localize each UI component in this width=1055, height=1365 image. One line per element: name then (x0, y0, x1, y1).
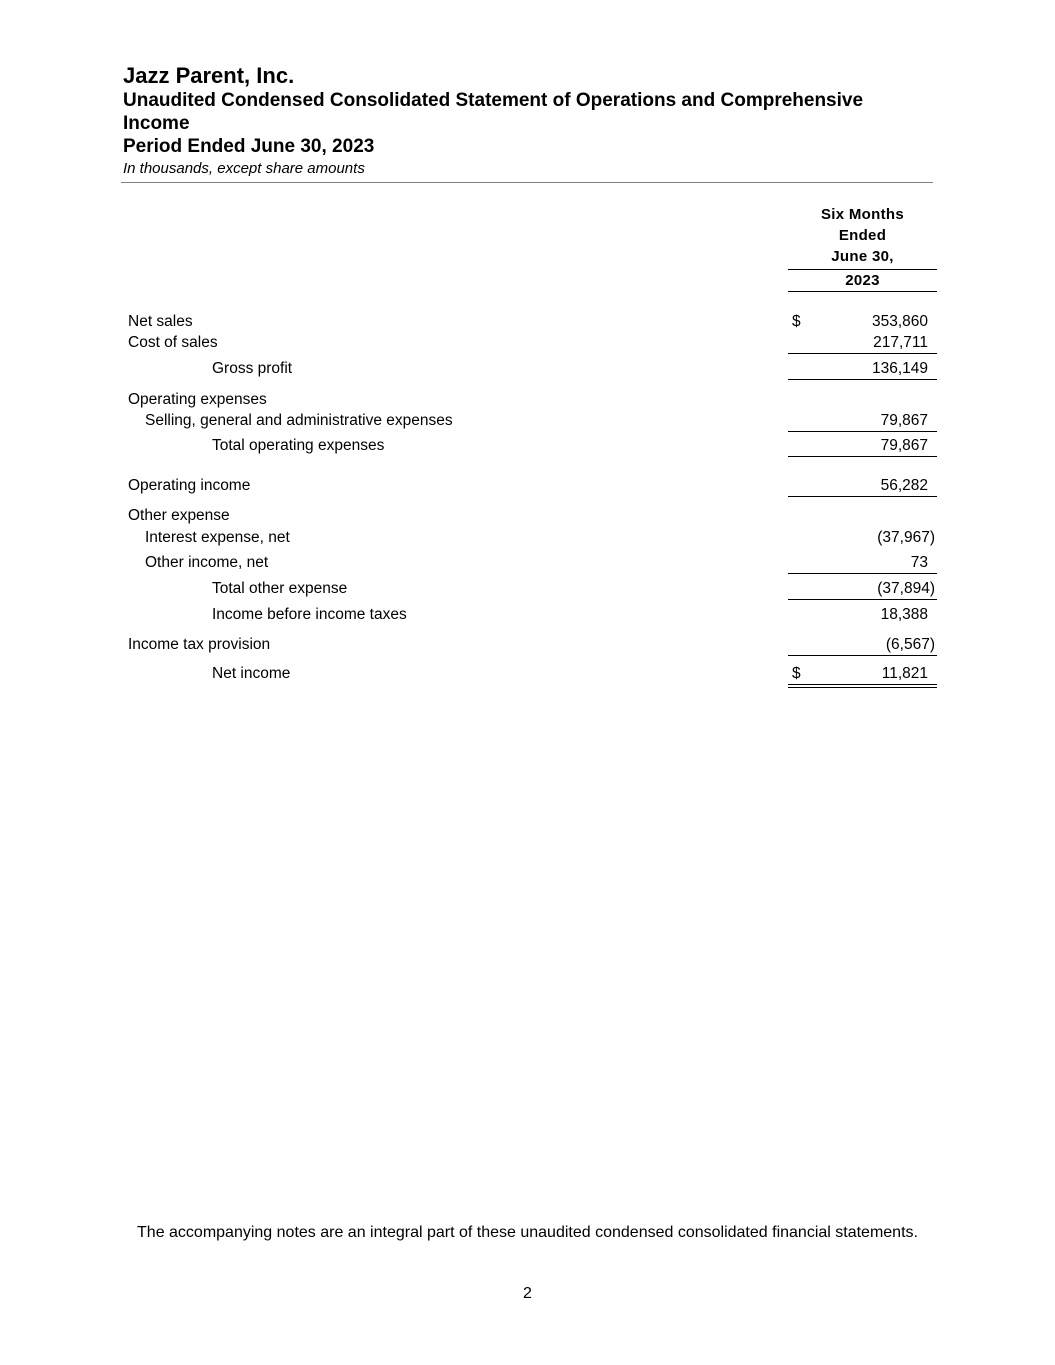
row-amount: 56,282 (880, 477, 928, 494)
row-label: Total operating expenses (212, 437, 385, 454)
column-header-line2: Ended (838, 227, 887, 244)
subtotal-rule (788, 655, 937, 656)
row-amount: 79,867 (880, 412, 928, 429)
units-note: In thousands, except share amounts (123, 160, 365, 177)
row-label: Net income (212, 665, 291, 682)
row-net-sales (128, 311, 937, 332)
row-amount: (6,567) (885, 636, 935, 653)
statement-header (123, 62, 933, 178)
row-label: Income tax provision (128, 636, 271, 653)
row-amount: 11,821 (881, 665, 928, 682)
subtotal-rule (788, 379, 937, 380)
row-sga (128, 410, 937, 431)
row-label: Income before income taxes (212, 606, 407, 623)
row-operating-expenses-heading (128, 389, 937, 410)
row-other-expense-heading (128, 505, 937, 526)
row-label: Interest expense, net (145, 529, 290, 546)
section-label: Operating expenses (128, 391, 267, 408)
footer-note: The accompanying notes are an integral part of these unaudited condensed consolidated financial statements. (137, 1224, 918, 1241)
row-operating-income (128, 475, 937, 496)
row-interest-expense (128, 527, 937, 548)
section-label: Other expense (128, 507, 230, 524)
row-amount: 217,711 (873, 334, 928, 351)
company-name: Jazz Parent, Inc. (123, 63, 295, 88)
row-amount: 136,149 (871, 360, 928, 377)
currency-symbol: $ (792, 313, 801, 330)
row-net-income (128, 663, 937, 684)
header-divider (121, 182, 933, 183)
page-number: 2 (523, 1285, 532, 1302)
column-header-line1: Six Months (820, 206, 904, 223)
column-header-line3: June 30, (831, 248, 894, 265)
row-label: Other income, net (145, 554, 269, 571)
row-label: Total other expense (212, 580, 348, 597)
column-header-year: 2023 (788, 269, 937, 292)
subtotal-rule (788, 496, 937, 497)
total-double-rule (788, 684, 937, 688)
subtotal-rule (788, 599, 937, 600)
column-header (788, 204, 937, 292)
row-label: Cost of sales (128, 334, 218, 351)
row-amount: 353,860 (871, 313, 928, 330)
subtotal-rule (788, 573, 937, 574)
subtotal-rule (788, 431, 937, 432)
row-amount: (37,894) (877, 580, 935, 597)
row-total-other-expense (128, 578, 937, 599)
statement-period: Period Ended June 30, 2023 (123, 136, 375, 157)
row-label: Gross profit (212, 360, 293, 377)
row-gross-profit (128, 358, 937, 379)
statement-title: Unaudited Condensed Consolidated Statement of Operations and Comprehensive Income (123, 90, 864, 134)
row-label: Operating income (128, 477, 251, 494)
row-label: Selling, general and administrative expenses (145, 412, 453, 429)
row-other-income (128, 552, 937, 573)
row-amount: 73 (910, 554, 928, 571)
row-income-before-taxes (128, 604, 937, 625)
row-amount: 18,388 (880, 606, 928, 623)
row-amount: (37,967) (877, 529, 935, 546)
row-cost-of-sales (128, 332, 937, 353)
subtotal-rule (788, 353, 937, 354)
row-total-operating-expenses (128, 435, 937, 456)
currency-symbol: $ (792, 665, 801, 682)
subtotal-rule (788, 456, 937, 457)
row-amount: 79,867 (880, 437, 928, 454)
row-income-tax-provision (128, 634, 937, 655)
row-label: Net sales (128, 313, 193, 330)
